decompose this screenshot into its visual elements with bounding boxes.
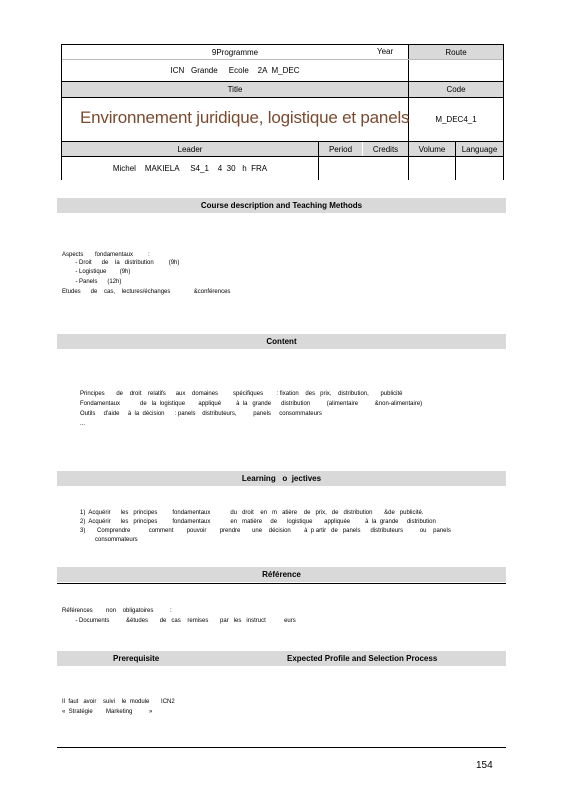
language-label: Language: [461, 144, 498, 154]
prerequisite-band: [57, 651, 506, 666]
course-description-heading: Course description and Teaching Methods: [57, 198, 506, 213]
leader-label-cell: [62, 142, 318, 156]
content-line: Fondamentaux de la logistique appliqué à la grande distribution (alimentaire &non-alimentaire): [80, 401, 423, 407]
year-label: Year: [377, 47, 394, 56]
course-description-line: Aspects fondamentaux :: [62, 252, 150, 258]
prerequisite-line: « Stratégie Marketing »: [62, 709, 153, 715]
content-line: Outils d'aide à la décision : panels distributeurs, panels consommateurs: [80, 411, 322, 417]
language-label-cell: [456, 142, 503, 156]
programme-label: 9Programme: [211, 47, 259, 57]
code-value-cell: [409, 98, 503, 141]
objective-line: 3) Comprendre comment pouvoir prendre une décision à p artir de panels distributeurs ou panels: [80, 528, 451, 534]
route-label: Route: [445, 47, 467, 57]
code-label: Code: [446, 85, 466, 94]
credits-label-cell: [363, 142, 408, 156]
reference-line: Références non obligatoires :: [62, 608, 172, 614]
code-value: M_DEC4_1: [435, 115, 477, 124]
objective-line: consommateurs: [80, 537, 138, 543]
content-line: Principes de droit relatifs aux domaines spécifiques : fixation des prix, distribution, publicité: [80, 391, 403, 397]
expected-profile-heading: Expected Profile and Selection Process: [287, 654, 438, 663]
objective-line: 1) Acquérir les principes fondamentaux du droit en m atière de prix, de distribution &de publicité.: [80, 510, 424, 516]
route-label-cell: [409, 45, 503, 59]
leader-value: Michel MAKIELA S4_1 4 30 h FRA: [112, 163, 268, 173]
programme-value: ICN Grande Ecole 2A M_DEC: [170, 66, 300, 75]
content-line: ...: [80, 421, 86, 427]
course-title-cell: [62, 98, 408, 141]
learning-objectives-heading: Learning o jectives: [57, 471, 506, 486]
prerequisite-line: Il faut avoir suivi le module ICN2: [62, 699, 175, 705]
title-label-cell: [62, 82, 408, 97]
code-label-cell: [409, 82, 503, 97]
course-description-line: - Panels (12h): [62, 279, 122, 285]
reference-heading: Référence: [57, 567, 506, 582]
footer-rule: [57, 747, 506, 748]
leader-label: Leader: [177, 144, 203, 154]
objective-line: 2) Acquérir les principes fondamentaux en matière de logistique appliquée à la grande distribution: [80, 519, 436, 525]
page-number: 154: [476, 760, 493, 771]
title-label: Title: [227, 85, 243, 94]
volume-label-cell: [409, 142, 455, 156]
course-title: Environnement juridique, logistique et panels: [80, 108, 410, 127]
reference-line: - Documents &études de cas remises par les instruct eurs: [62, 618, 296, 624]
period-label-cell: [319, 142, 362, 156]
course-description-line: - Droit de la distribution (9h): [62, 260, 180, 266]
programme-label-cell: [62, 45, 408, 59]
leader-value-cell: [62, 157, 318, 179]
course-description-line: Etudes de cas, lectures/échanges &conférences: [62, 289, 231, 295]
period-label: Period: [328, 144, 353, 154]
credits-label: Credits: [372, 144, 399, 154]
programme-value-cell: [62, 60, 408, 81]
volume-label: Volume: [418, 144, 446, 154]
content-heading: Content: [57, 334, 506, 349]
prerequisite-heading: Prerequisite: [113, 654, 160, 663]
course-description-line: - Logistique (9h): [62, 269, 131, 275]
